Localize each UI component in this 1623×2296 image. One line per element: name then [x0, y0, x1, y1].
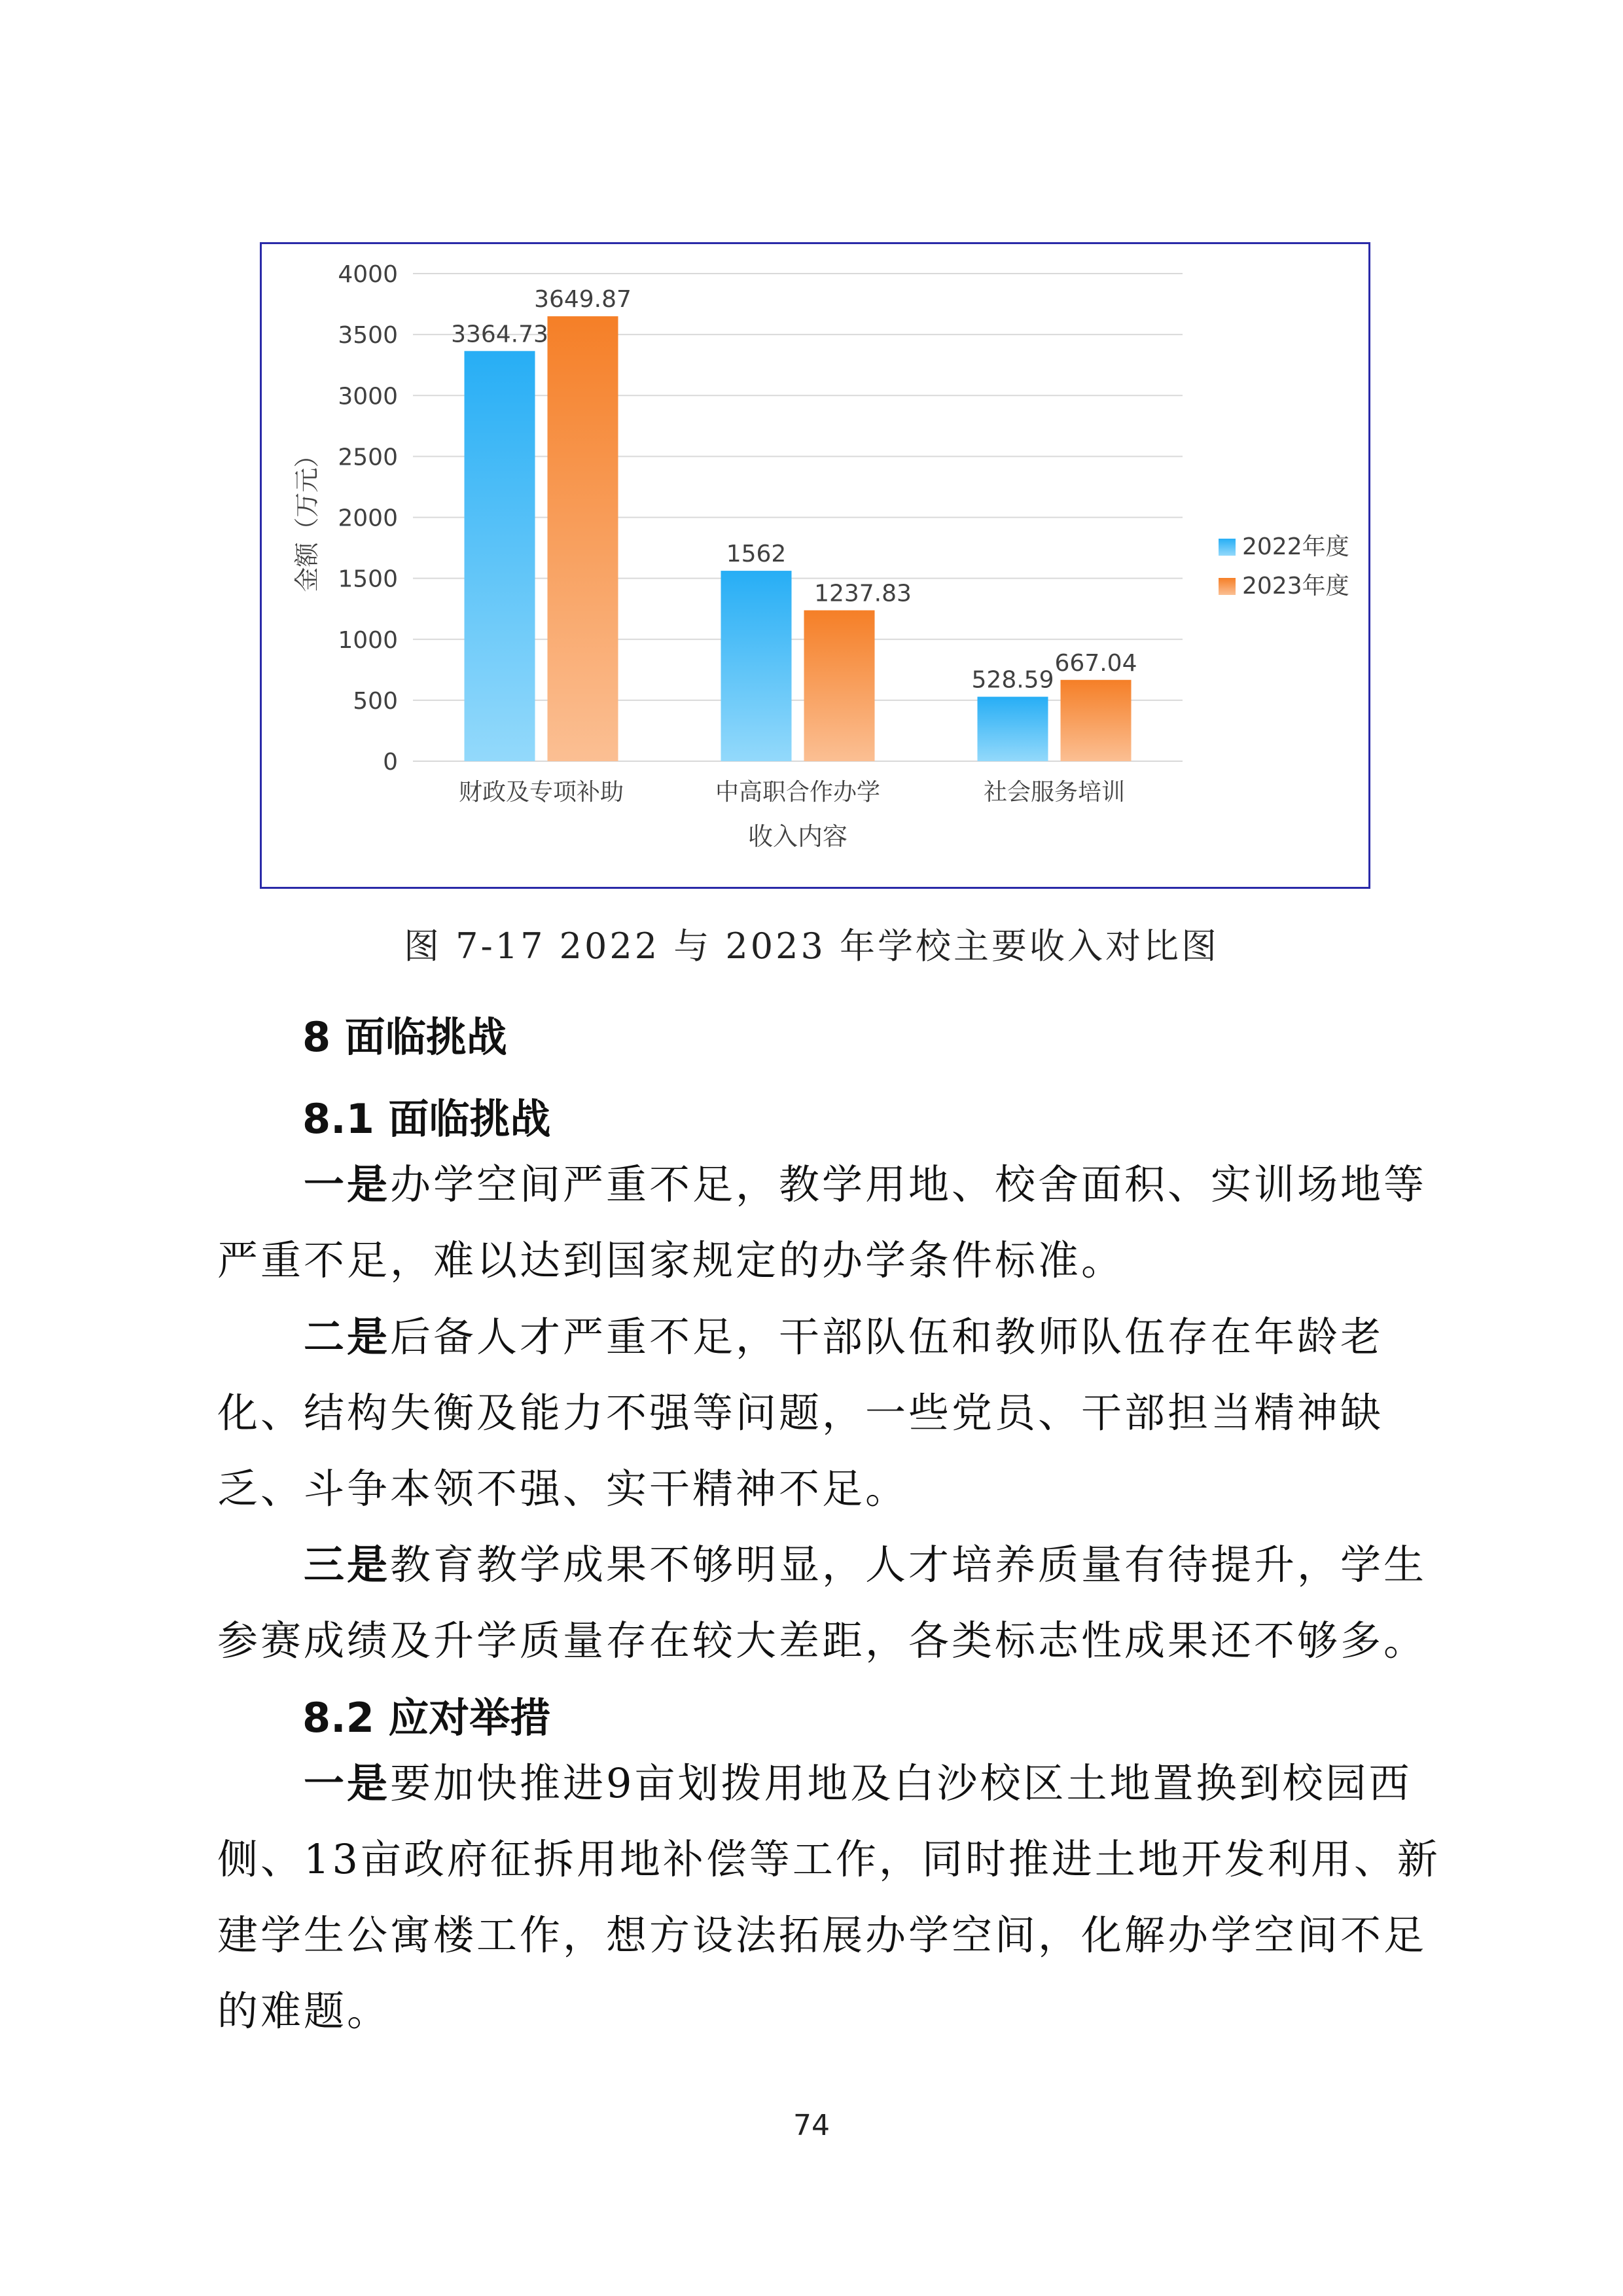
paragraph-text: 办学空间严重不足，教学用地、校舍面积、实训场地等严重不足，难以达到国家规定的办学条件标准。 — [217, 1160, 1427, 1284]
page-number: 74 — [793, 2109, 830, 2142]
paragraph-lead: 三是 — [304, 1541, 391, 1588]
legend-swatch — [1219, 578, 1236, 595]
legend-label: 2023年度 — [1242, 573, 1349, 600]
data-label: 1237.83 — [814, 580, 912, 607]
legend-label: 2022年度 — [1242, 533, 1349, 560]
challenge-paragraph-2 — [217, 1299, 1454, 1527]
income-comparison-chart — [260, 242, 1370, 889]
challenge-paragraph-1 — [217, 1147, 1454, 1299]
data-label: 667.04 — [1054, 649, 1137, 677]
data-label: 3364.73 — [451, 321, 548, 348]
bar-2023 — [804, 610, 875, 761]
section-heading: 8 面临挑战 — [302, 1013, 507, 1061]
x-tick-label: 财政及专项补助 — [458, 779, 624, 806]
data-label: 528.59 — [971, 666, 1054, 694]
x-tick-label: 社会服务培训 — [983, 779, 1126, 806]
y-tick-label: 0 — [383, 749, 398, 776]
y-tick-label: 500 — [353, 687, 398, 715]
challenge-paragraph-3 — [217, 1527, 1454, 1679]
y-tick-label: 2500 — [338, 444, 398, 471]
bar-2022 — [721, 571, 792, 761]
bar-2022 — [978, 697, 1048, 761]
bar-2022 — [465, 351, 535, 761]
paragraph-lead: 二是 — [304, 1313, 391, 1361]
x-tick-label: 中高职合作办学 — [715, 779, 881, 806]
bar-chart-svg — [262, 244, 1368, 887]
y-tick-label: 1000 — [338, 626, 398, 654]
x-axis-label: 收入内容 — [747, 822, 848, 851]
y-tick-label: 1500 — [338, 565, 398, 593]
y-tick-label: 3500 — [338, 322, 398, 350]
y-tick-label: 2000 — [338, 505, 398, 532]
subsection-heading-measures: 8.2 应对举措 — [302, 1694, 551, 1742]
bar-2023 — [1061, 680, 1132, 761]
paragraph-lead: 一是 — [304, 1160, 391, 1208]
paragraph-text: 教育教学成果不够明显，人才培养质量有待提升，学生参赛成绩及升学质量存在较大差距，各类标志性成果还不够多。 — [217, 1541, 1427, 1664]
data-label: 3649.87 — [534, 286, 632, 314]
data-label: 1562 — [726, 541, 787, 568]
figure-caption: 图 7-17 2022 与 2023 年学校主要收入对比图 — [404, 925, 1219, 967]
legend-swatch — [1219, 539, 1236, 556]
bar-2023 — [548, 316, 618, 761]
y-tick-label: 3000 — [338, 383, 398, 410]
measure-paragraph-1 — [217, 1746, 1454, 2049]
y-tick-label: 4000 — [338, 261, 398, 288]
y-axis-label: 金额（万元） — [293, 442, 321, 592]
paragraph-text: 要加快推进9亩划拨用地及白沙校区土地置换到校园西侧、13亩政府征拆用地补偿等工作，同时推进土地开发利用、新建学生公寓楼工作，想方设法拓展办学空间，化解办学空间不足的难题。 — [217, 1759, 1440, 2035]
paragraph-lead: 一是 — [304, 1759, 391, 1807]
subsection-heading-challenges: 8.1 面临挑战 — [302, 1095, 551, 1143]
paragraph-text: 后备人才严重不足，干部队伍和教师队伍存在年龄老化、结构失衡及能力不强等问题，一些党员、干部担当精神缺乏、斗争本领不强、实干精神不足。 — [217, 1313, 1384, 1513]
